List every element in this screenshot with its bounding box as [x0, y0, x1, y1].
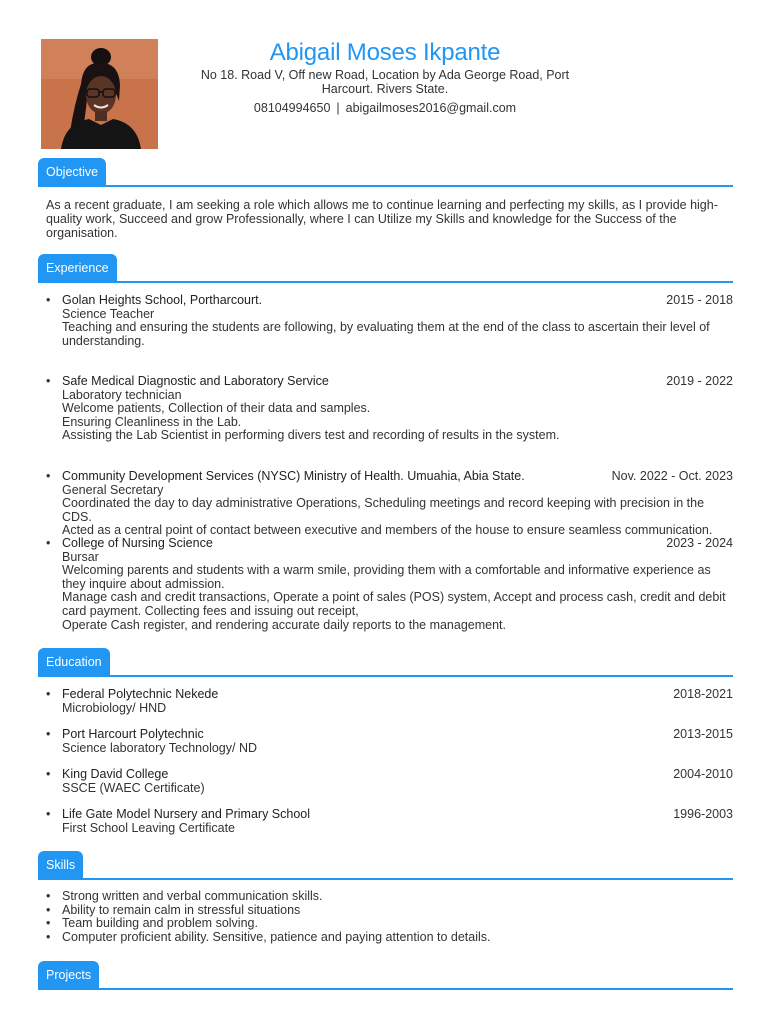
- experience-entry: [46, 375, 733, 443]
- experience-org: College of Nursing Science: [62, 536, 213, 550]
- section-divider: [38, 988, 733, 990]
- experience-dates: 2023 - 2024: [666, 536, 733, 550]
- education-entry: [46, 688, 733, 715]
- objective-line: As a recent graduate, I am seeking a role which allows me to continue learning and perfecting my skills, as I provide high-: [46, 198, 718, 212]
- skill-text: Team building and problem solving.: [62, 916, 258, 931]
- email-address: abigailmoses2016@gmail.com: [345, 101, 517, 115]
- education-heading: Education: [38, 648, 110, 676]
- education-entry: [46, 808, 733, 835]
- skills-heading: Skills: [38, 851, 83, 879]
- skill-item: [46, 904, 733, 918]
- education-detail: SSCE (WAEC Certificate): [62, 780, 205, 795]
- bullet-icon: •: [46, 929, 51, 944]
- experience-detail: Operate Cash register, and rendering accurate daily reports to the management.: [62, 617, 507, 632]
- experience-org: Golan Heights School, Portharcourt.: [62, 293, 263, 307]
- bullet-icon: •: [46, 889, 51, 903]
- objective-line: organisation.: [46, 226, 118, 240]
- skill-item: [46, 931, 733, 945]
- education-detail: First School Leaving Certificate: [62, 820, 235, 835]
- section-divider: [38, 281, 733, 283]
- skill-text: Computer proficient ability. Sensitive, patience and paying attention to details.: [62, 929, 491, 944]
- experience-detail: understanding.: [62, 333, 145, 348]
- bullet-icon: •: [46, 374, 51, 388]
- bullet-icon: •: [46, 727, 51, 741]
- experience-dates: 2015 - 2018: [666, 293, 733, 307]
- experience-detail: card payment. Collecting fees and issuing out receipt,: [62, 603, 359, 618]
- skills-section-header: [38, 848, 733, 880]
- address-line-1: No 18. Road V, Off new Road, Location by Ada George Road, Port: [200, 68, 570, 82]
- experience-dates: Nov. 2022 - Oct. 2023: [611, 469, 733, 483]
- bullet-icon: •: [46, 469, 51, 483]
- contact-line: [160, 100, 610, 116]
- education-school: King David College: [62, 767, 169, 781]
- objective-line: quality work, Succeed and grow Professionally, where I can Utilize my Skills and knowledge for the Success of the: [46, 212, 677, 226]
- objective-heading: Objective: [38, 158, 106, 186]
- section-divider: [38, 878, 733, 880]
- experience-section-header: [38, 251, 733, 283]
- experience-detail: they inquire about admission.: [62, 576, 225, 591]
- section-divider: [38, 675, 733, 677]
- bullet-icon: •: [46, 767, 51, 781]
- experience-role: Laboratory technician: [62, 387, 182, 402]
- experience-entry: [46, 294, 733, 348]
- education-dates: 2013-2015: [673, 727, 733, 741]
- skills-list: [46, 890, 733, 944]
- objective-text: [46, 198, 726, 240]
- address-line-2: Harcourt. Rivers State.: [321, 82, 449, 96]
- education-school: Life Gate Model Nursery and Primary School: [62, 807, 311, 821]
- experience-detail: Ensuring Cleanliness in the Lab.: [62, 414, 242, 429]
- experience-detail: Assisting the Lab Scientist in performing divers test and recording of results in the system.: [62, 428, 560, 443]
- bullet-icon: •: [46, 293, 51, 307]
- experience-entry: [46, 470, 733, 538]
- experience-heading: Experience: [38, 254, 117, 282]
- bullet-icon: •: [46, 916, 51, 931]
- experience-detail: Welcome patients, Collection of their data and samples.: [62, 401, 371, 416]
- experience-dates: 2019 - 2022: [666, 374, 733, 388]
- skill-item: [46, 890, 733, 904]
- bullet-icon: •: [46, 902, 51, 917]
- skill-item: [46, 917, 733, 931]
- bullet-icon: •: [46, 687, 51, 701]
- experience-role: General Secretary: [62, 482, 164, 497]
- objective-section-header: [38, 155, 733, 187]
- section-divider: [38, 185, 733, 187]
- education-detail: Microbiology/ HND: [62, 700, 167, 715]
- experience-org: Community Development Services (NYSC) Ministry of Health. Umuahia, Abia State.: [62, 469, 525, 483]
- education-school: Federal Polytechnic Nekede: [62, 687, 219, 701]
- experience-role: Bursar: [62, 549, 99, 564]
- skill-text: Strong written and verbal communication skills.: [62, 889, 323, 903]
- education-detail: Science laboratory Technology/ ND: [62, 740, 258, 755]
- education-dates: 2018-2021: [673, 687, 733, 701]
- candidate-name: Abigail Moses Ikpante: [269, 39, 501, 66]
- skill-text: Ability to remain calm in stressful situations: [62, 902, 301, 917]
- portrait-image: [41, 39, 158, 149]
- experience-detail: Welcoming parents and students with a warm smile, providing them with a comfortable and informative experience as: [62, 563, 711, 578]
- education-section-header: [38, 645, 733, 677]
- bullet-icon: •: [46, 807, 51, 821]
- experience-detail: Acted as a central point of contact between executive and members of the house to ensure seamless communication.: [62, 523, 713, 538]
- projects-heading: Projects: [38, 961, 99, 989]
- education-dates: 2004-2010: [673, 767, 733, 781]
- profile-photo: [41, 39, 158, 149]
- experience-entry: [46, 537, 733, 632]
- experience-role: Science Teacher: [62, 306, 155, 321]
- education-school: Port Harcourt Polytechnic: [62, 727, 204, 741]
- experience-detail: Manage cash and credit transactions, Operate a point of sales (POS) system, Accept and process cash, credit and debit: [62, 590, 726, 605]
- resume-header: [160, 38, 610, 116]
- education-entry: [46, 768, 733, 795]
- phone-number: 08104994650: [253, 101, 331, 115]
- education-dates: 1996-2003: [673, 807, 733, 821]
- projects-section-header: [38, 958, 733, 990]
- education-entry: [46, 728, 733, 755]
- bullet-icon: •: [46, 536, 51, 550]
- contact-separator: |: [336, 101, 340, 115]
- experience-org: Safe Medical Diagnostic and Laboratory Service: [62, 374, 329, 388]
- experience-detail: Teaching and ensuring the students are following, by evaluating them at the end of the class to ascertain their level of: [62, 320, 710, 335]
- experience-detail: Coordinated the day to day administrative Operations, Scheduling meetings and record keeping with precision in the CDS.: [62, 496, 705, 524]
